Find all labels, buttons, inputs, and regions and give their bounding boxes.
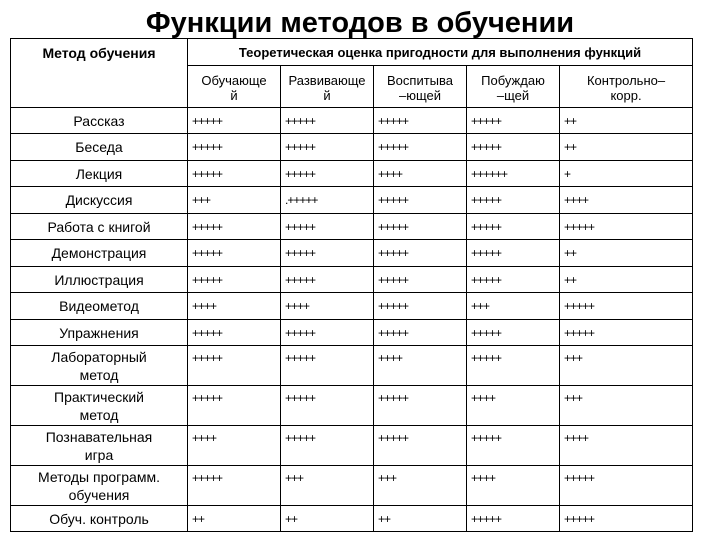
rating-cell: ++++ xyxy=(560,426,693,466)
rating-cell: ++++ xyxy=(188,426,281,466)
rating-cell: ++++ xyxy=(560,187,693,214)
page-title: Функции методов в обучении xyxy=(145,7,575,39)
table-row xyxy=(11,320,693,346)
rating-cell: +++++ xyxy=(281,214,374,240)
rating-cell: +++++ xyxy=(374,108,467,134)
rating-cell: ++++ xyxy=(188,293,281,320)
rating-cell: +++++ xyxy=(281,320,374,346)
rating-cell: +++++ xyxy=(281,267,374,293)
rating-cell: +++++ xyxy=(560,214,693,240)
rating-cell: +++++ xyxy=(281,161,374,187)
method-name-line: Видеометод xyxy=(59,298,139,314)
rating-cell: +++++ xyxy=(188,108,281,134)
rating-cell: +++++ xyxy=(374,386,467,426)
function-header-educating: Воспитыва –ющей xyxy=(374,66,467,108)
rating-cell: +++++ xyxy=(188,386,281,426)
method-name-line: Лабораторный xyxy=(51,348,147,365)
method-name-cell xyxy=(11,240,188,267)
method-name-line: Демонстрация xyxy=(51,245,147,261)
method-name-cell xyxy=(11,506,188,532)
rating-cell: +++++ xyxy=(188,466,281,506)
method-name-cell xyxy=(11,320,188,346)
rating-cell: ++ xyxy=(560,240,693,267)
table-row xyxy=(11,214,693,240)
rating-cell: ++++ xyxy=(467,386,560,426)
rating-cell: +++++ xyxy=(374,187,467,214)
method-name-cell xyxy=(11,161,188,187)
method-name-cell xyxy=(11,214,188,240)
method-name-line: Упражнения xyxy=(59,324,139,341)
rating-cell: ++ xyxy=(281,506,374,532)
method-name-line: Обуч. контроль xyxy=(49,510,149,527)
rating-cell: +++++ xyxy=(467,187,560,214)
method-name-line: Познавательная xyxy=(45,428,153,445)
method-name-cell xyxy=(11,134,188,161)
method-name-line: Лекция xyxy=(75,165,123,182)
rating-cell: ++++ xyxy=(281,293,374,320)
rating-cell: +++++ xyxy=(467,214,560,240)
method-name-line: Практический xyxy=(54,388,144,405)
table-row xyxy=(11,346,693,386)
method-name-cell xyxy=(11,386,188,426)
rating-cell: +++++ xyxy=(281,346,374,386)
rating-cell: +++++ xyxy=(281,240,374,267)
rating-cell: +++++ xyxy=(374,293,467,320)
rating-cell: .+++++ xyxy=(281,187,374,214)
rating-cell: +++++ xyxy=(560,320,693,346)
table-row xyxy=(11,386,693,426)
rating-cell: +++++ xyxy=(560,466,693,506)
method-name-cell xyxy=(11,426,188,466)
method-name-cell xyxy=(11,187,188,214)
rating-cell: +++++ xyxy=(188,134,281,161)
rating-cell: +++++ xyxy=(560,293,693,320)
rating-cell: +++++ xyxy=(467,267,560,293)
method-name-line: игра xyxy=(84,446,114,463)
rating-cell: +++++ xyxy=(467,320,560,346)
rating-cell: +++++ xyxy=(281,426,374,466)
rating-cell: ++++++ xyxy=(467,161,560,187)
rating-cell: +++ xyxy=(188,187,281,214)
rating-cell: ++ xyxy=(374,506,467,532)
method-name-cell xyxy=(11,466,188,506)
rating-cell: ++ xyxy=(188,506,281,532)
method-name-cell xyxy=(11,267,188,293)
table-row xyxy=(11,293,693,320)
method-name-line: Работа с книгой xyxy=(47,218,151,235)
rating-cell: +++++ xyxy=(467,346,560,386)
method-name-line: обучения xyxy=(68,486,130,503)
table-row xyxy=(11,267,693,293)
method-column-header: Метод обучения xyxy=(11,39,188,108)
rating-cell: +++++ xyxy=(188,346,281,386)
method-name-line: Рассказ xyxy=(73,112,125,129)
table-row xyxy=(11,506,693,532)
rating-cell: +++++ xyxy=(281,134,374,161)
rating-cell: + xyxy=(560,161,693,187)
rating-cell: +++++ xyxy=(374,214,467,240)
rating-cell: +++++ xyxy=(374,240,467,267)
rating-cell: +++ xyxy=(560,346,693,386)
methods-table xyxy=(10,38,693,532)
rating-cell: +++ xyxy=(560,386,693,426)
rating-cell: +++++ xyxy=(374,267,467,293)
method-name-line: Дискуссия xyxy=(65,192,133,208)
rating-cell: ++ xyxy=(560,134,693,161)
rating-cell: +++++ xyxy=(467,134,560,161)
rating-cell: +++++ xyxy=(374,320,467,346)
rating-cell: +++++ xyxy=(281,108,374,134)
rating-cell: +++++ xyxy=(467,506,560,532)
rating-cell: +++++ xyxy=(188,240,281,267)
rating-cell: +++++ xyxy=(467,240,560,267)
rating-cell: +++++ xyxy=(560,506,693,532)
function-header-motivating: Побуждаю –щей xyxy=(467,66,560,108)
rating-cell: +++++ xyxy=(467,108,560,134)
rating-cell: ++++ xyxy=(374,161,467,187)
function-header-teaching: Обучающе й xyxy=(188,66,281,108)
rating-cell: +++ xyxy=(467,293,560,320)
functions-group-header: Теоретическая оценка пригодности для выполнения функций xyxy=(188,39,693,66)
rating-cell: +++++ xyxy=(188,214,281,240)
method-name-line: Иллюстрация xyxy=(54,271,144,288)
method-name-line: метод xyxy=(79,366,119,383)
table-row xyxy=(11,187,693,214)
rating-cell: +++++ xyxy=(374,134,467,161)
rating-cell: +++ xyxy=(281,466,374,506)
method-name-cell xyxy=(11,346,188,386)
rating-cell: +++ xyxy=(374,466,467,506)
table-row xyxy=(11,240,693,267)
table-row xyxy=(11,134,693,161)
rating-cell: ++++ xyxy=(467,466,560,506)
rating-cell: +++++ xyxy=(374,426,467,466)
rating-cell: +++++ xyxy=(188,267,281,293)
rating-cell: +++++ xyxy=(281,386,374,426)
header-row-group xyxy=(11,39,693,66)
table-row xyxy=(11,108,693,134)
rating-cell: ++++ xyxy=(374,346,467,386)
method-name-line: метод xyxy=(79,406,119,423)
method-name-cell xyxy=(11,293,188,320)
rating-cell: ++ xyxy=(560,267,693,293)
method-name-line: Методы программ. xyxy=(38,468,160,485)
table-row xyxy=(11,161,693,187)
method-name-line: Беседа xyxy=(75,139,123,155)
table-row xyxy=(11,466,693,506)
rating-cell: +++++ xyxy=(467,426,560,466)
rating-cell: +++++ xyxy=(188,161,281,187)
table-row xyxy=(11,426,693,466)
rating-cell: ++ xyxy=(560,108,693,134)
rating-cell: +++++ xyxy=(188,320,281,346)
function-header-control: Контрольно– корр. xyxy=(560,66,693,108)
method-name-cell xyxy=(11,108,188,134)
function-header-developing: Развивающе й xyxy=(281,66,374,108)
